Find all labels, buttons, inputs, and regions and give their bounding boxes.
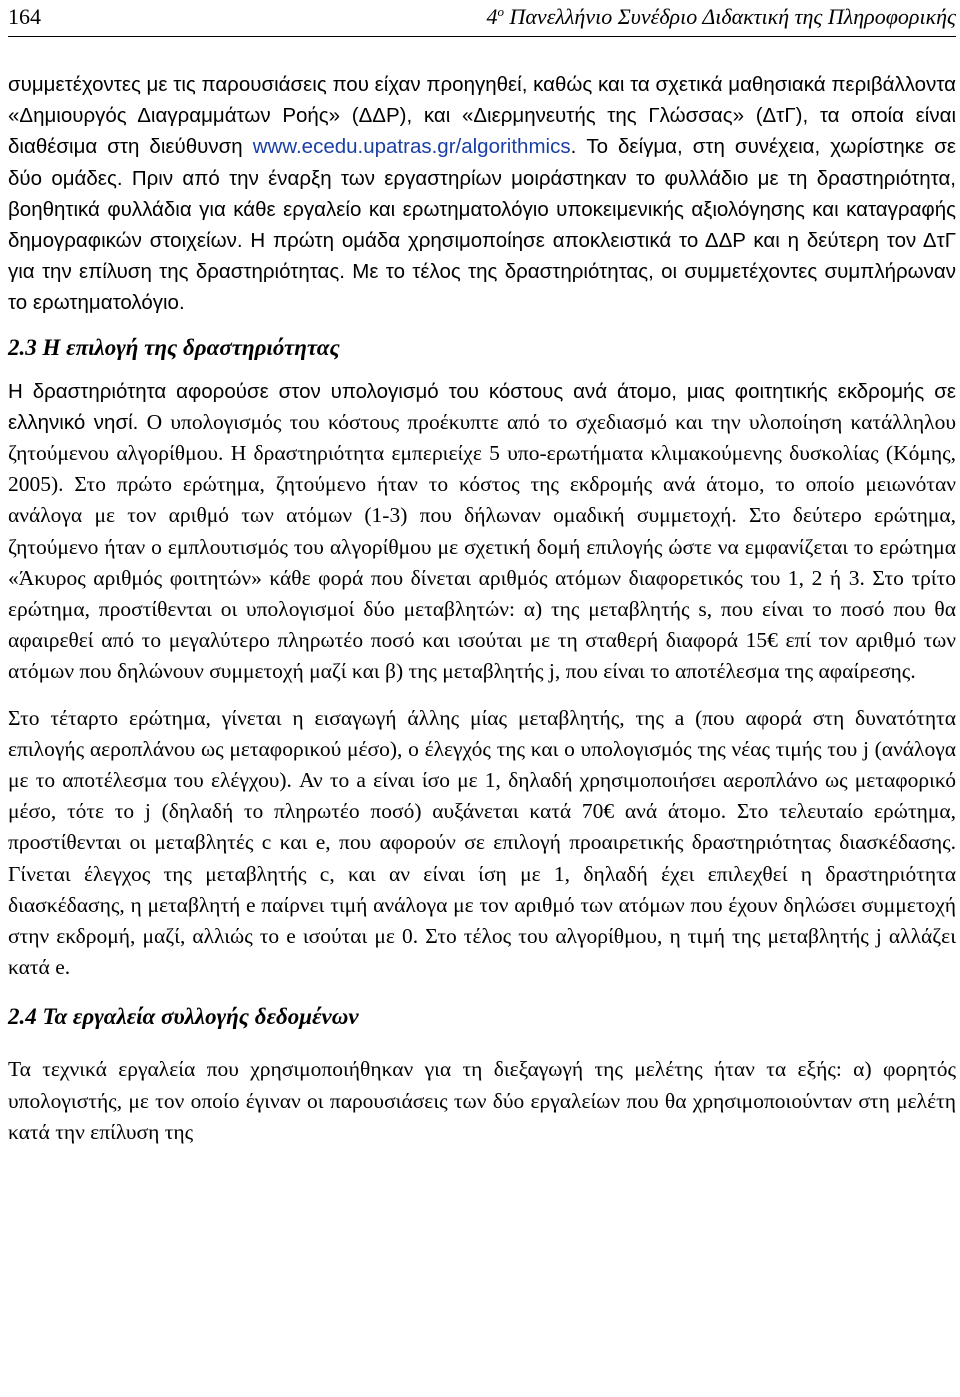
paragraph-participants <box>8 69 956 319</box>
paragraph-activity-text-1: Η δραστηριότητα αφορούσε στον υπολογισμό του κόστους ανά άτομο, μιας φοιτητικής εκδρομής σε ελληνικό νησί. <box>8 379 956 434</box>
page-number: 164 <box>8 4 41 29</box>
paragraph-fourth-question: Στο τέταρτο ερώτημα, γίνεται η εισαγωγή άλλης μίας μεταβλητής, της a (που αφορά στη δυνατότητα επιλογής αεροπλάνου ως μεταφορικού μέσο), ο έλεγχός της και ο υπολογισμός της νέας τιμής του j (ανάλογα με το αποτέλεσμα του ελέγχου). Αν το a είναι ίσο με 1, δηλαδή χρησιμοποιήσει αεροπλάνο ως μεταφορικό μέσο, τότε το j (δηλαδή το πληρωτέο ποσό) αυξάνεται κατά 70€ ανά άτομο. Στο τελευταίο ερώτημα, προστίθενται οι μεταβλητές c και e, που αφορούν σε επιλογή προαιρετικής δραστηριότητας διασκέδασης. Γίνεται έλεγχος της μεταβλητής c, και αν είναι ίση με 1, δηλαδή έχει επιλεχθεί η δραστηριότητα διασκέδασης, η μεταβλητή e παίρνει τιμή ανάλογα με τον αριθμό των ατόμων που έχουν δηλώσει συμμετοχή στην εκδρομή, μαζί, αλλιώς το e ισούται με 0. Στο τέλος του αλγορίθμου, η τιμή της μεταβλητής j αλλάζει κατά e. <box>8 705 956 980</box>
paragraph-activity-text-2: Ο υπολογισμός του κόστους προέκυπτε από το σχεδιασμό και την υλοποίηση κατάλληλου ζητούμενου αλγορίθμου. Η δραστηριότητα εμπεριείχε 5 υπο-ερωτήματα κλιμακούμενης δυσκολίας (Κόμης, 2005). Στο πρώτο ερώτημα, ζητούμενο ήταν το κόστος της εκδρομής ανά άτομο, το οποίο μειωνόταν ανάλογα με τον αριθμό των ατόμων (1-3) που δήλωναν ομαδική συμμετοχή. Στο δεύτερο ερώτημα, ζητούμενο ήταν ο εμπλουτισμός του αλγορίθμου με σχετική δομή επιλογής ώστε να εμφανίζεται το ερώτημα «Άκυρος αριθμός φοιτητών» κάθε φορά που δίνεται αριθμός ατόμων διαφορετικός του 1, 2 ή 3. Στο τρίτο ερώτημα, προστίθενται οι υπολογισμοί δύο μεταβλητών: α) της μεταβλητής s, που είναι το ποσό που θα αφαιρεθεί από το μεγαλύτερο πληρωτέο ποσό και ισούται με τη σταθερή διαφορά 15€ επί τον αριθμό των ατόμων που δηλώνουν συμμετοχή μαζί και β) της μεταβλητής j, που είναι το αποτέλεσμα της αφαίρεσης. <box>8 409 956 684</box>
paragraph-participants-text-2: . Το δείγμα, στη συνέχεια, χωρίστηκε σε δύο ομάδες. Πριν από την έναρξη των εργαστηρίων μοιράστηκαν το φυλλάδιο με τη δραστηριότητα, βοηθητικά φυλλάδια για κάθε εργαλείο και ερωτηματολόγιο υποκειμενικής αξιολόγησης και καταγραφής δημογραφικών στοιχείων. Η πρώτη ομάδα χρησιμοποίησε αποκλειστικά το ΔΔΡ και η δεύτερη τον ΔτΓ για την επίλυση της δραστηριότητας. Με το τέλος της δραστηριότητας, οι συμμετέχοντες συμπλήρωναν το ερωτηματολόγιο. <box>8 135 957 315</box>
paragraph-tools: Τα τεχνικά εργαλεία που χρησιμοποιήθηκαν για τη διεξαγωγή της μελέτης ήταν τα εξής: α) φορητός υπολογιστής, με τον οποίο έγιναν οι παρουσιάσεις των δύο εργαλείων που θα χρησιμοποιούνταν στη μελέτη κατά την επίλυση της <box>8 1057 956 1144</box>
paragraph-activity-description <box>8 376 956 688</box>
document-page <box>8 0 956 1148</box>
journal-title-text: Πανελλήνιο Συνέδριο Διδακτική της Πληροφορικής <box>504 4 956 29</box>
journal-title <box>487 2 957 32</box>
section-heading-2-3: 2.3 Η επιλογή της δραστηριότητας <box>8 334 340 360</box>
journal-edition-number: 4 <box>486 4 498 29</box>
paragraph-participants-text-1: συμμετέχοντες με τις παρουσιάσεις που είχαν προηγηθεί, καθώς και τα σχετικά μαθησιακά περιβάλλοντα «Δημιουργός Διαγραμμάτων Ροής» (ΔΔΡ), και «Διερμηνευτής της Γλώσσας» (ΔτΓ), τα οποία είναι διαθέσιμα στη διεύθυνση <box>8 73 956 159</box>
running-header <box>8 2 956 37</box>
algorithmics-link[interactable]: www.ecedu.upatras.gr/algorithmics <box>252 135 571 159</box>
page-content <box>8 69 956 1148</box>
section-heading-2-4: 2.4 Τα εργαλεία συλλογής δεδομένων <box>8 1004 359 1030</box>
journal-edition-ordinal: ο <box>497 4 504 19</box>
